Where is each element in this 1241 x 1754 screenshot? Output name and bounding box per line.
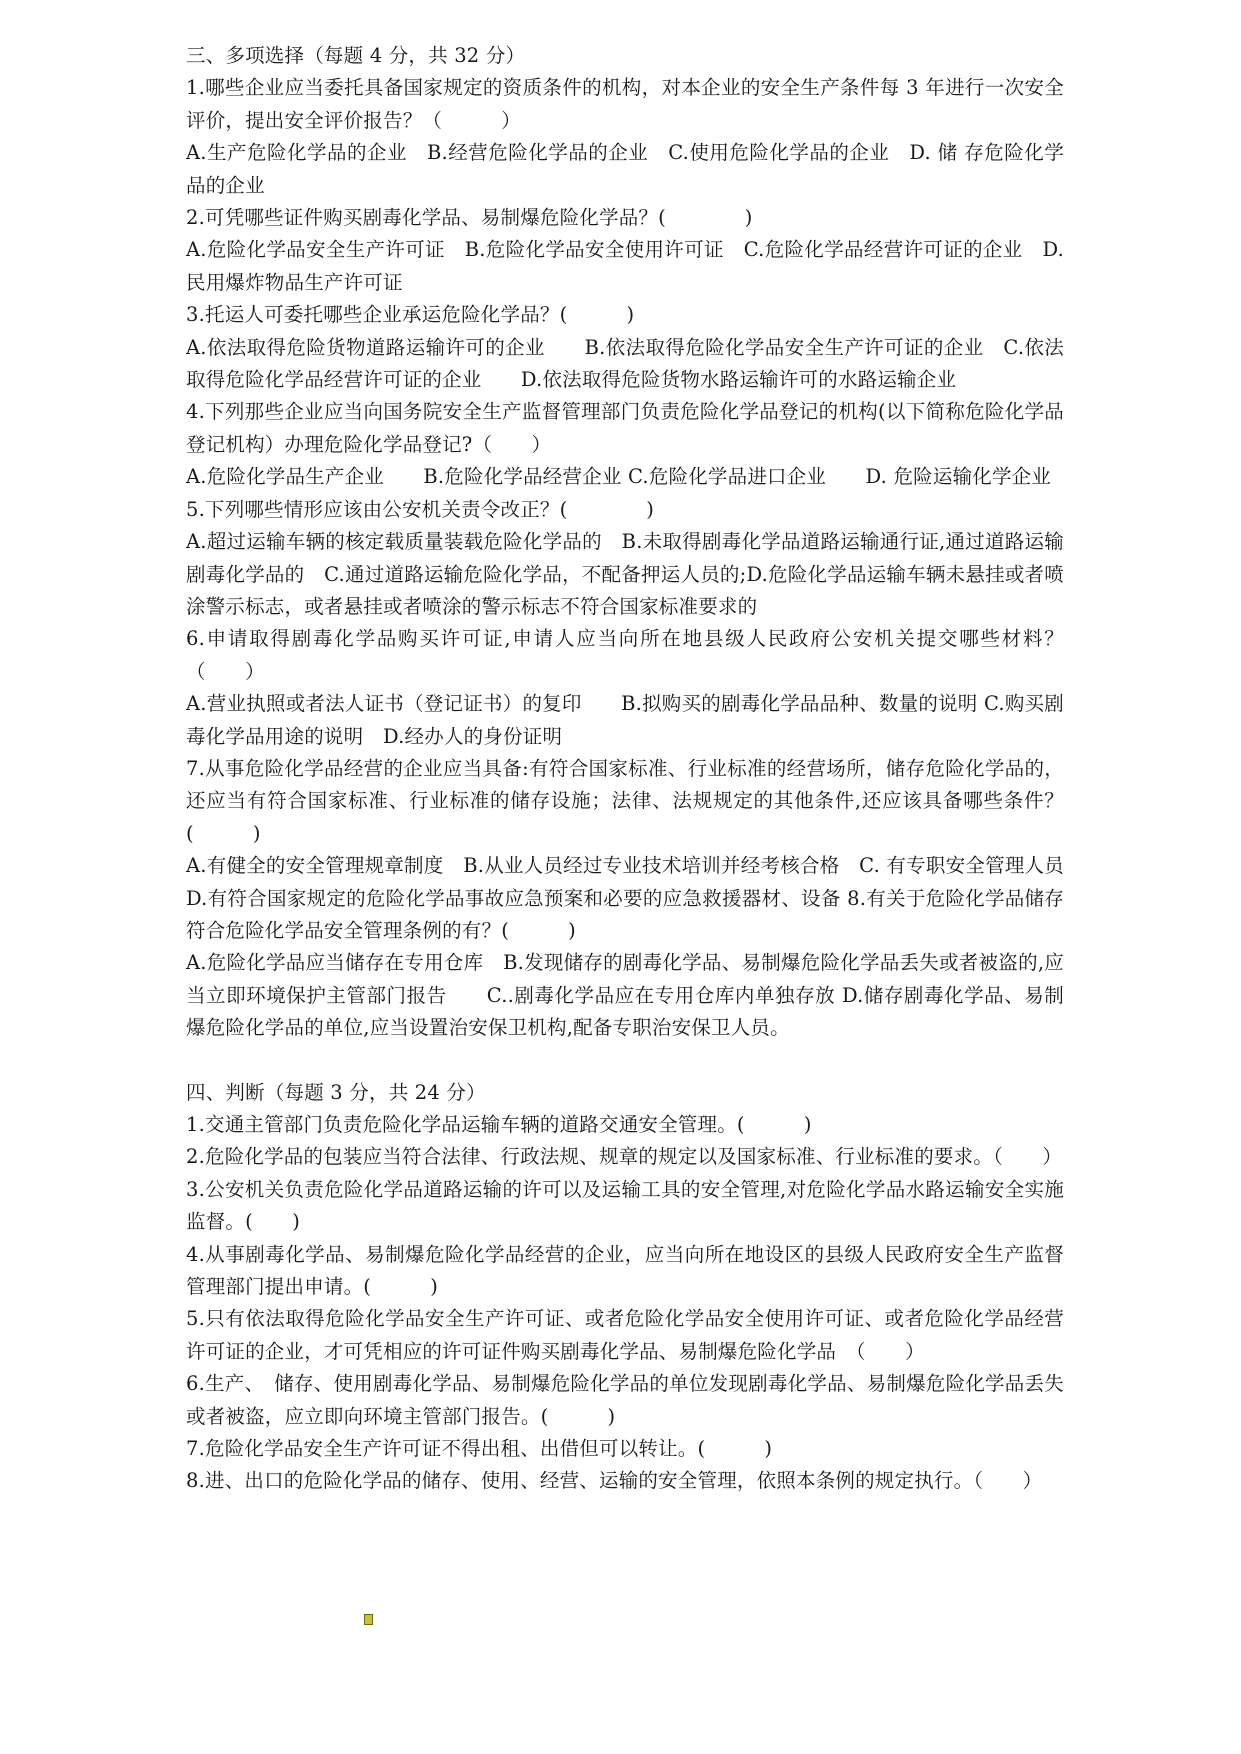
s4-line-2: 2.危险化学品的包装应当符合法律、行政法规、规章的规定以及国家标准、行业标准的要求。（ ） [186,1145,1063,1169]
s4-line-6: 6.生产、 储存、使用剧毒化学品、易制爆危险化学品的单位发现剧毒化学品、易制爆危险化学品丢失或者被盗，应立即向环境主管部门报告。( ) [186,1372,1064,1428]
s3-line-10: A.超过运输车辆的核定载质量装载危险化学品的 B.未取得剧毒化学品道路运输通行证,通过道路运输剧毒化学品的 C.通过道路运输危险化学品，不配备押运人员的;D.危险化学品运输车辆未悬挂或者喷涂警示标志，或者悬挂或者喷涂的警示标志不符合国家标准要求的 [186,530,1064,618]
s3-line-11: 6.申请取得剧毒化学品购买许可证,申请人应当向所在地县级人民政府公安机关提交哪些材料？（ ） [186,627,1064,683]
s4-line-7: 7.危险化学品安全生产许可证不得出租、出借但可以转让。( ) [186,1437,773,1461]
section-gap [186,1045,1064,1077]
s3-line-7: 4.下列那些企业应当向国务院安全生产监督管理部门负责危险化学品登记的机构(以下简称危险化学品登记机构）办理危险化学品登记?（ ） [186,400,1064,456]
section-3-title: 三、多项选择（每题 4 分，共 32 分） [186,44,526,67]
s3-line-3: 2.可凭哪些证件购买剧毒化学品、易制爆危险化学品？( ) [186,206,753,230]
s4-line-3: 3.公安机关负责危险化学品道路运输的许可以及运输工具的安全管理,对危险化学品水路运输安全实施监督。( ) [186,1177,1064,1234]
s3-line-6: A.依法取得危险货物道路运输许可的企业 B.依法取得危险化学品安全生产许可证的企业 C.依法取得危险化学品经营许可证的企业 D.依法取得危险货物水路运输许可的水路运输企业 [186,335,1064,392]
s3-line-9: 5.下列哪些情形应该由公安机关责令改正？( ) [186,497,655,521]
s3-line-14: A.有健全的安全管理规章制度 B.从业人员经过专业技术培训并经考核合格 C. 有专职安全管理人员 D.有符合国家规定的危险化学品事故应急预案和必要的应急救援器材、设备 8.有关于危险化学品储存符合危险化学品安全管理条例的有？( ) [186,854,1084,942]
s3-line-15: A.危险化学品应当储存在专用仓库 B.发现储存的剧毒化学品、易制爆危险化学品丢失或者被盗的,应当立即环境保护主管部门报告 C..剧毒化学品应在专用仓库内单独存放 D.储存剧毒化学品、易制爆危险化学品的单位,应当设置治安保卫机构,配备专职治安保卫人员。 [186,951,1064,1040]
s3-line-12: A.营业执照或者法人证书（登记证书）的复印 B.拟购买的剧毒化学品品种、数量的说明 C.购买剧毒化学品用途的说明 D.经办人的身份证明 [186,692,1064,748]
s3-line-8: A.危险化学品生产企业 B.危险化学品经营企业 C.危险化学品进口企业 D. 危险运输化学企业 [186,465,1052,489]
s4-line-4: 4.从事剧毒化学品、易制爆危险化学品经营的企业，应当向所在地设区的县级人民政府安全生产监督管理部门提出申请。( ) [186,1242,1064,1299]
s4-line-8: 8.进、出口的危险化学品的储存、使用、经营、运输的安全管理，依照本条例的规定执行。（ ） [186,1469,1043,1493]
s4-line-1: 1.交通主管部门负责危险化学品运输车辆的道路交通安全管理。( ) [186,1113,812,1136]
s3-line-4: A.危险化学品安全生产许可证 B.危险化学品安全使用许可证 C.危险化学品经营许可证的企业 D.民用爆炸物品生产许可证 [186,238,1064,294]
s4-line-5: 5.只有依法取得危险化学品安全生产许可证、或者危险化学品安全使用许可证、或者危险化学品经营许可证的企业，才可凭相应的许可证件购买剧毒化学品、易制爆危险化学品 （ ） [186,1307,1064,1363]
s3-line-5: 3.托运人可委托哪些企业承运危险化学品？( ) [186,303,635,327]
s3-line-13: 7.从事危险化学品经营的企业应当具备:有符合国家标准、行业标准的经营场所，储存危险化学品的，还应当有符合国家标准、行业标准的储存设施；法律、法规规定的其他条件,还应该具备哪些条件？ ( ) [186,756,1084,845]
s3-line-2: A.生产危险化学品的企业 B.经营危险化学品的企业 C.使用危险化学品的企业 D. 储 存危险化学品的企业 [186,141,1064,197]
small-square-mark [364,1614,373,1625]
section-4-title: 四、判断（每题 3 分，共 24 分） [186,1080,486,1104]
document-page [186,40,1084,1498]
s3-line-1: 1.哪些企业应当委托具备国家规定的资质条件的机构，对本企业的安全生产条件每 3 年进行一次安全评价，提出安全评价报告？（ ） [186,76,1064,132]
